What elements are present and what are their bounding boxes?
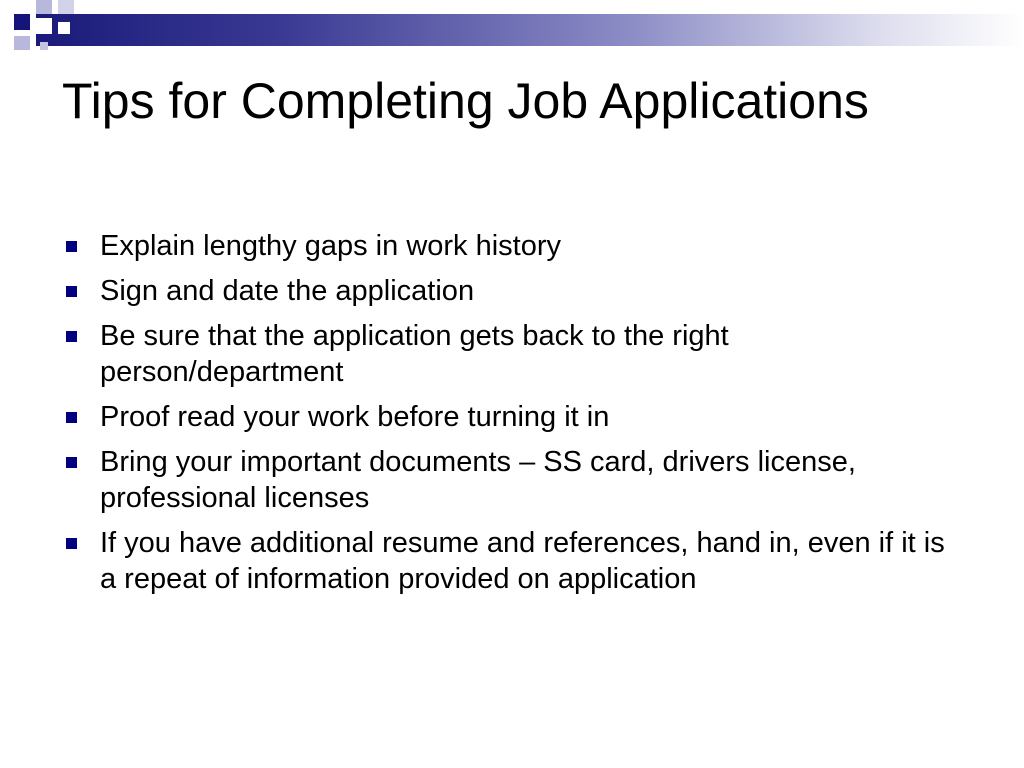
bullet-list (62, 228, 962, 606)
list-item (62, 273, 962, 309)
header-gradient-bar (36, 14, 1024, 46)
decor-square (36, 0, 52, 14)
decor-square (14, 36, 30, 50)
slide-title: Tips for Completing Job Applications (62, 73, 869, 129)
decor-square (36, 18, 52, 34)
square-bullet-icon (66, 538, 77, 549)
list-item (62, 444, 962, 516)
decor-square (58, 22, 70, 34)
bullet-text: Bring your important documents – SS card, drivers license, professional licenses (100, 446, 856, 514)
bullet-text: Explain lengthy gaps in work history (100, 230, 562, 262)
decor-square (58, 0, 74, 14)
decor-square (14, 14, 30, 30)
list-item (62, 399, 962, 435)
bullet-text: Be sure that the application gets back to the right person/department (100, 320, 729, 388)
list-item (62, 318, 962, 390)
bullet-text: Sign and date the application (100, 275, 475, 307)
square-bullet-icon (66, 241, 77, 252)
bullet-text: Proof read your work before turning it in (100, 401, 610, 433)
square-bullet-icon (66, 457, 77, 468)
square-bullet-icon (66, 286, 77, 297)
square-bullet-icon (66, 412, 77, 423)
list-item (62, 525, 962, 597)
square-bullet-icon (66, 331, 77, 342)
decor-square (40, 42, 48, 50)
bullet-text: If you have additional resume and references, hand in, even if it is a repeat of information provided on application (100, 527, 945, 595)
list-item (62, 228, 962, 264)
